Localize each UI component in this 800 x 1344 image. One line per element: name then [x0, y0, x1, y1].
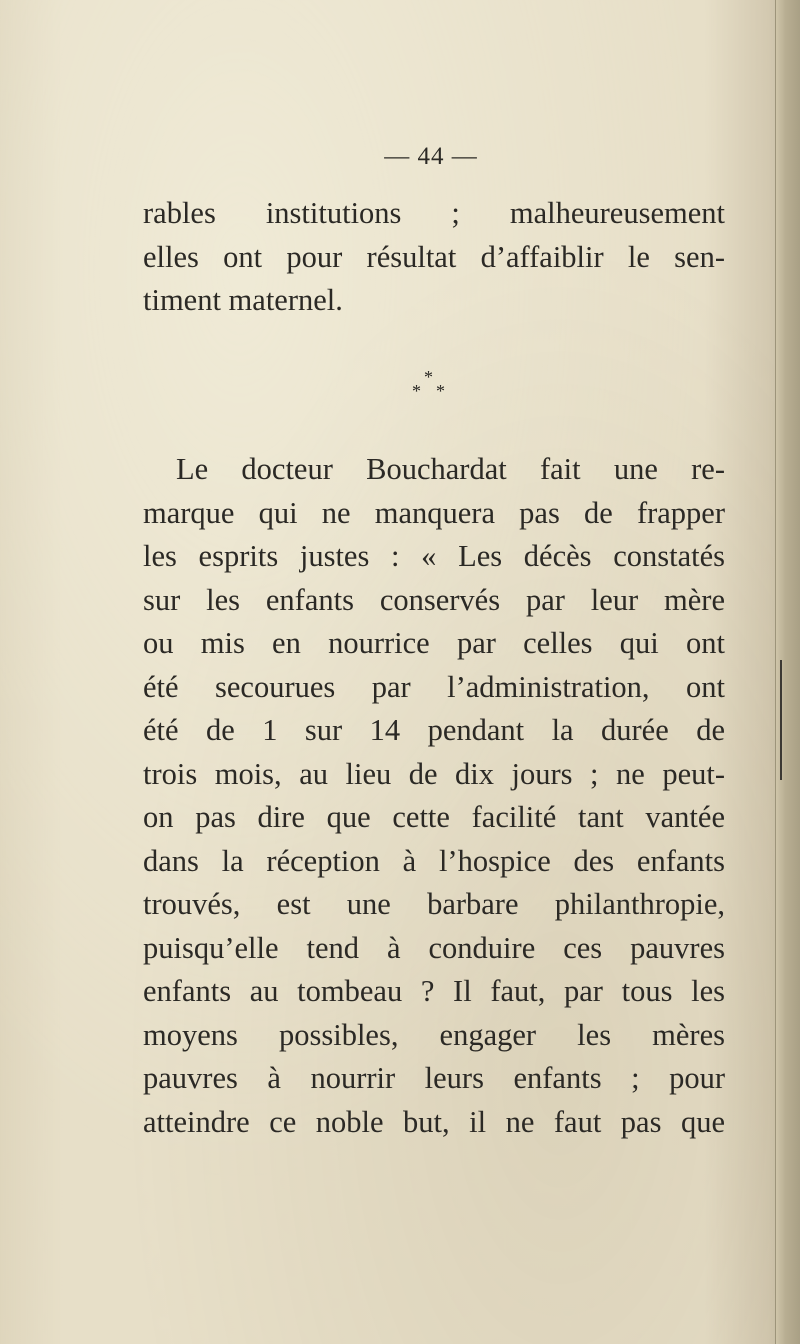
text-line: puisqu’elle tend à conduire ces pauvres: [143, 930, 725, 965]
text-line: ou mis en nourrice par celles qui ont: [143, 626, 725, 660]
asterism-star: *: [436, 381, 445, 401]
text-line: marque qui ne manquera pas de frapper: [143, 495, 725, 530]
text-line: rables institutions ; malheureusement: [143, 196, 725, 230]
text-line: moyens possibles, engager les mères: [143, 1017, 725, 1052]
text-line: été secourues par l’administration, ont: [143, 669, 725, 704]
asterism-separator: [410, 368, 454, 408]
text-line: elles ont pour résultat d’affaiblir le sen-: [143, 239, 725, 274]
paragraph-2: [143, 448, 725, 1144]
text-line: timent maternel.: [143, 283, 343, 317]
text-line: Le docteur Bouchardat fait une re-: [176, 452, 725, 486]
text-line: les esprits justes : « Les décès constatés: [143, 539, 725, 573]
page-edge-line: [780, 660, 782, 780]
text-line: dans la réception à l’hospice des enfants: [143, 843, 725, 878]
text-line: été de 1 sur 14 pendant la durée de: [143, 713, 725, 747]
paragraph-1: [143, 192, 725, 323]
asterism-star: *: [424, 367, 433, 387]
page-number: — 44 —: [384, 143, 478, 170]
text-line: on pas dire que cette facilité tant vantée: [143, 800, 725, 834]
text-line: pauvres à nourrir leurs enfants ; pour: [143, 1061, 725, 1095]
text-line: enfants au tombeau ? Il faut, par tous les: [143, 974, 725, 1008]
page-edge: [775, 0, 800, 1344]
text-line: trouvés, est une barbare philanthropie,: [143, 887, 725, 921]
asterism-star: *: [412, 381, 421, 401]
text-line: atteindre ce noble but, il ne faut pas que: [143, 1104, 725, 1139]
text-line: sur les enfants conservés par leur mère: [143, 582, 725, 617]
text-line: trois mois, au lieu de dix jours ; ne peut-: [143, 756, 725, 791]
